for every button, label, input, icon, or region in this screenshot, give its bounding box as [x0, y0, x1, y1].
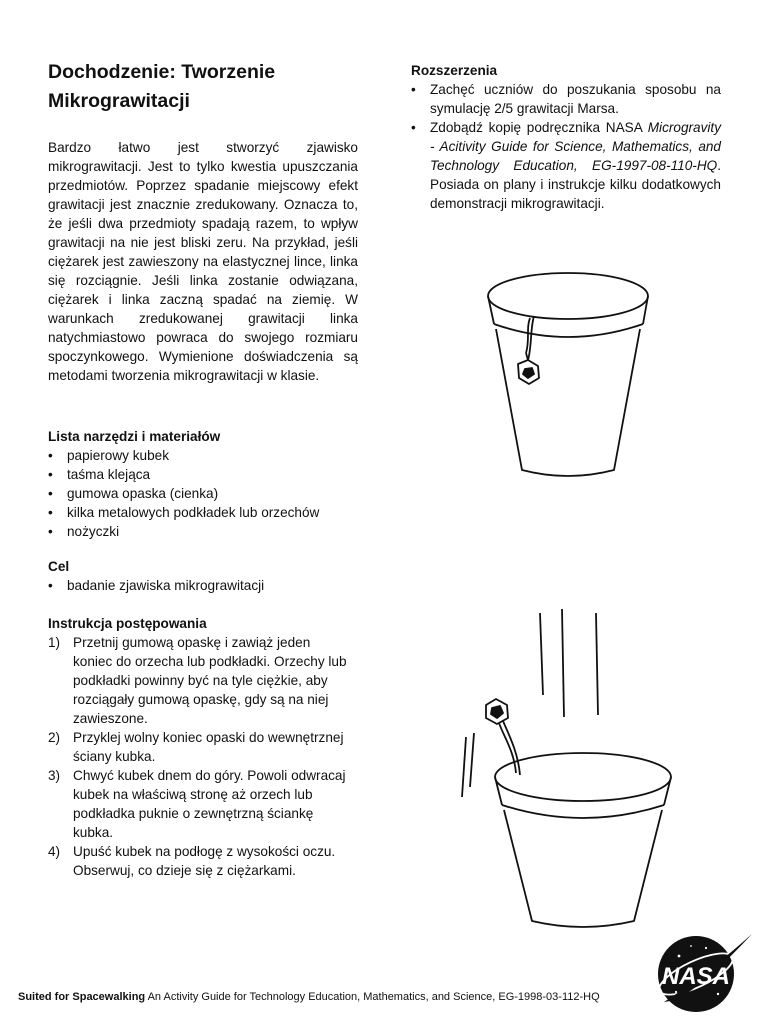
- instructions-list: [48, 633, 368, 880]
- falling-cup-illustration: [458, 605, 673, 935]
- goal-list: [48, 576, 368, 595]
- step-number: 2): [48, 730, 61, 745]
- materials-heading: Lista narzędzi i materiałów: [48, 429, 221, 444]
- cup-with-hanging-weight-illustration: [482, 268, 662, 483]
- goal-heading: Cel: [48, 559, 70, 574]
- instruction-step: [48, 766, 353, 842]
- instructions-heading: Instrukcja postępowania: [48, 616, 207, 631]
- instructions-section: [48, 614, 368, 880]
- extensions-list: [411, 80, 721, 213]
- footer-title: Suited for Spacewalking: [18, 991, 146, 1003]
- instruction-step: [48, 842, 353, 880]
- nasa-logo-text: NASA: [661, 963, 731, 990]
- list-item: • nożyczki: [48, 522, 368, 541]
- step-text: Przyklej wolny koniec opaski do wewnętrznej ściany kubka.: [73, 730, 344, 764]
- nasa-logo: [646, 928, 756, 1018]
- guide-title: Microgravity - Acitivity Guide for Science, Mathematics, and Technology Education, EG-1997-08-110-HQ: [430, 120, 721, 173]
- intro-paragraph: Bardzo łatwo jest stworzyć zjawisko mikrograwitacji. Jest to tylko kwestia upuszczania przedmiotów. Poprzez spadanie miejscowy efekt grawitacji jest znacznie zredukowany. Oznacza to, że jeśli dwa przedmioty spadają razem, to wpływ grawitacji na nie jest bliski zeru. Na przykład, jeśli ciężarek jest zawieszony na elastycznej lince, linka się rozciągnie. Jeśli linka zostanie odwiązana, ciężarek i linka zaczną spadać na ziemię. W warunkach zredukowanej grawitacji linka natychmiastowo powraca do swojego rozmiaru spoczynkowego. Wymienione doświadczenia są metodami tworzenia mikrograwitacji w klasie.: [48, 140, 358, 383]
- step-number: 3): [48, 768, 61, 783]
- extensions-heading: Rozszerzenia: [411, 63, 498, 78]
- instruction-step: [48, 633, 353, 728]
- footer: [18, 991, 600, 1003]
- list-item: • Zachęć uczniów do poszukania sposobu na symulację 2/5 grawitacji Marsa.: [411, 80, 721, 118]
- list-item: • taśma klejąca: [48, 465, 368, 484]
- list-item: • badanie zjawiska mikrograwitacji: [48, 576, 368, 595]
- page-title: Dochodzenie: Tworzenie Mikrograwitacji: [48, 61, 276, 112]
- list-item: • Zdobądź kopię podręcznika NASA Microgravity - Acitivity Guide for Science, Mathematics, and Technology Education, EG-1997-08-110-HQ. Posiada on plany i instrukcje kilku dodatkowych demonstracji mikrograwitacji.: [411, 118, 721, 213]
- list-item: • papierowy kubek: [48, 446, 368, 465]
- step-text: Przetnij gumową opaskę i zawiąż jeden koniec do orzecha lub podkładki. Orzechy lub podkładki powinny być na tyle ciężkie, aby rozciągały gumową opaskę, gdy są na niej zawieszone.: [73, 635, 347, 726]
- materials-list: [48, 446, 368, 541]
- materials-section: [48, 427, 368, 541]
- footer-text: An Activity Guide for Technology Education, Mathematics, and Science, EG-1998-03-112-HQ: [145, 991, 600, 1003]
- step-text: Upuść kubek na podłogę z wysokości oczu. Obserwuj, co dzieje się z ciężarkami.: [73, 844, 336, 878]
- goal-section: [48, 557, 368, 595]
- step-number: 4): [48, 844, 61, 859]
- list-item: • gumowa opaska (cienka): [48, 484, 368, 503]
- step-text: Chwyć kubek dnem do góry. Powoli odwracaj kubek na właściwą stronę aż orzech lub podkładka puknie o zewnętrzną ściankę kubka.: [73, 768, 346, 840]
- instruction-step: [48, 728, 353, 766]
- list-item: • kilka metalowych podkładek lub orzechów: [48, 503, 368, 522]
- step-number: 1): [48, 635, 61, 650]
- extensions-section: [411, 61, 721, 213]
